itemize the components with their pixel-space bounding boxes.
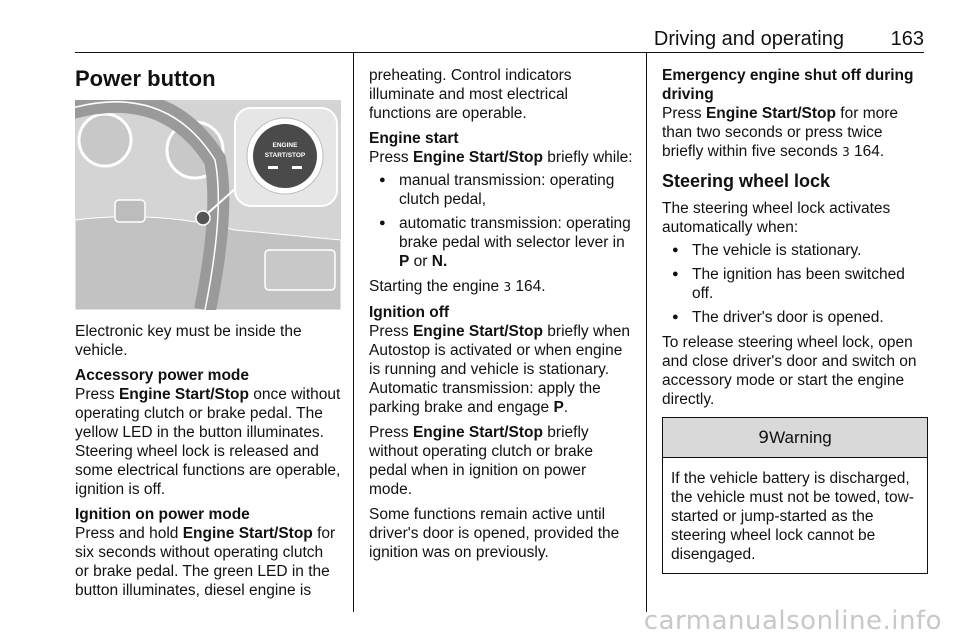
column-2 bbox=[369, 66, 633, 568]
arrow-icon: 3 bbox=[503, 280, 512, 294]
warning-text: If the vehicle battery is discharged, the vehicle must not be towed, tow-started or jump-started as the steering wheel lock cannot be disengaged. bbox=[671, 470, 914, 563]
engine-start-list bbox=[369, 171, 633, 271]
list-item: ● The vehicle is stationary. bbox=[662, 241, 928, 260]
starting-text: Starting the engine 3 164. bbox=[369, 278, 546, 295]
accessory-heading: Accessory power mode bbox=[75, 367, 250, 384]
press-text: Press Engine Start/Stop briefly without operating clutch or brake pedal when in ignition on power mode. bbox=[369, 424, 594, 498]
intro-text: Electronic key must be inside the vehicle. bbox=[75, 323, 302, 359]
column-3 bbox=[662, 66, 928, 574]
column-divider bbox=[646, 52, 647, 612]
page-number: 163 bbox=[890, 28, 924, 50]
arrow-icon: 3 bbox=[842, 145, 850, 159]
engine-start-text: Press Engine Start/Stop briefly while: bbox=[369, 149, 633, 166]
steering-lock-list bbox=[662, 241, 928, 327]
ignition-on-heading: Ignition on power mode bbox=[75, 506, 250, 523]
list-item: ● automatic transmission: operating brake pedal with selector lever in P or N. bbox=[369, 214, 633, 271]
ignition-on-text: Press and hold Engine Start/Stop for six seconds without operating clutch or brake pedal. The green LED in the button illuminates, diesel engine is bbox=[75, 525, 336, 599]
column-1 bbox=[75, 66, 341, 606]
list-item: ● The ignition has been switched off. bbox=[662, 265, 928, 303]
release-text: To release steering wheel lock, open and close driver's door and switch on accessory mode or start the engine directly. bbox=[662, 334, 917, 408]
ignition-off-text: Press Engine Start/Stop briefly when Autostop is activated or when engine is running and vehicle is stationary. Automatic transmission: apply the parking brake and engage P. bbox=[369, 323, 631, 416]
watermark: carmanualsonline.info bbox=[643, 606, 942, 636]
accessory-text: Press Engine Start/Stop once without operating clutch or brake pedal. The yellow LED in the button illuminates. Steering wheel lock is released and some electrical functions are operable, ignition is off. bbox=[75, 386, 341, 498]
steering-lock-intro: The steering wheel lock activates automatically when: bbox=[662, 200, 891, 236]
list-item: ● The driver's door is opened. bbox=[662, 308, 928, 327]
steering-lock-heading: Steering wheel lock bbox=[662, 171, 831, 191]
list-item: ● manual transmission: operating clutch pedal, bbox=[369, 171, 633, 209]
emergency-heading: Emergency engine shut off during driving bbox=[662, 67, 914, 103]
page-heading: Power button bbox=[75, 66, 216, 91]
engine-start-heading: Engine start bbox=[369, 130, 459, 147]
column-divider bbox=[353, 52, 354, 612]
page-header bbox=[75, 28, 924, 53]
power-button-illustration bbox=[75, 100, 341, 310]
section-title: Driving and operating bbox=[653, 28, 844, 50]
functions-text: Some functions remain active until driver's door is opened, provided the ignition was on previously. bbox=[369, 506, 620, 561]
warning-icon: 9 bbox=[758, 428, 770, 448]
continued-text: preheating. Control indicators illuminate and most electrical functions are operable. bbox=[369, 67, 572, 122]
ignition-off-heading: Ignition off bbox=[369, 304, 450, 321]
button-label-line2: START/STOP bbox=[264, 152, 306, 159]
warning-header: 9Warning bbox=[663, 418, 927, 458]
warning-box bbox=[662, 417, 928, 574]
emergency-text: Press Engine Start/Stop for more than two seconds or press twice briefly within five seconds 3 164. bbox=[662, 105, 899, 160]
button-label-line1: ENGINE bbox=[272, 142, 298, 149]
dashboard-drawing bbox=[75, 100, 341, 310]
